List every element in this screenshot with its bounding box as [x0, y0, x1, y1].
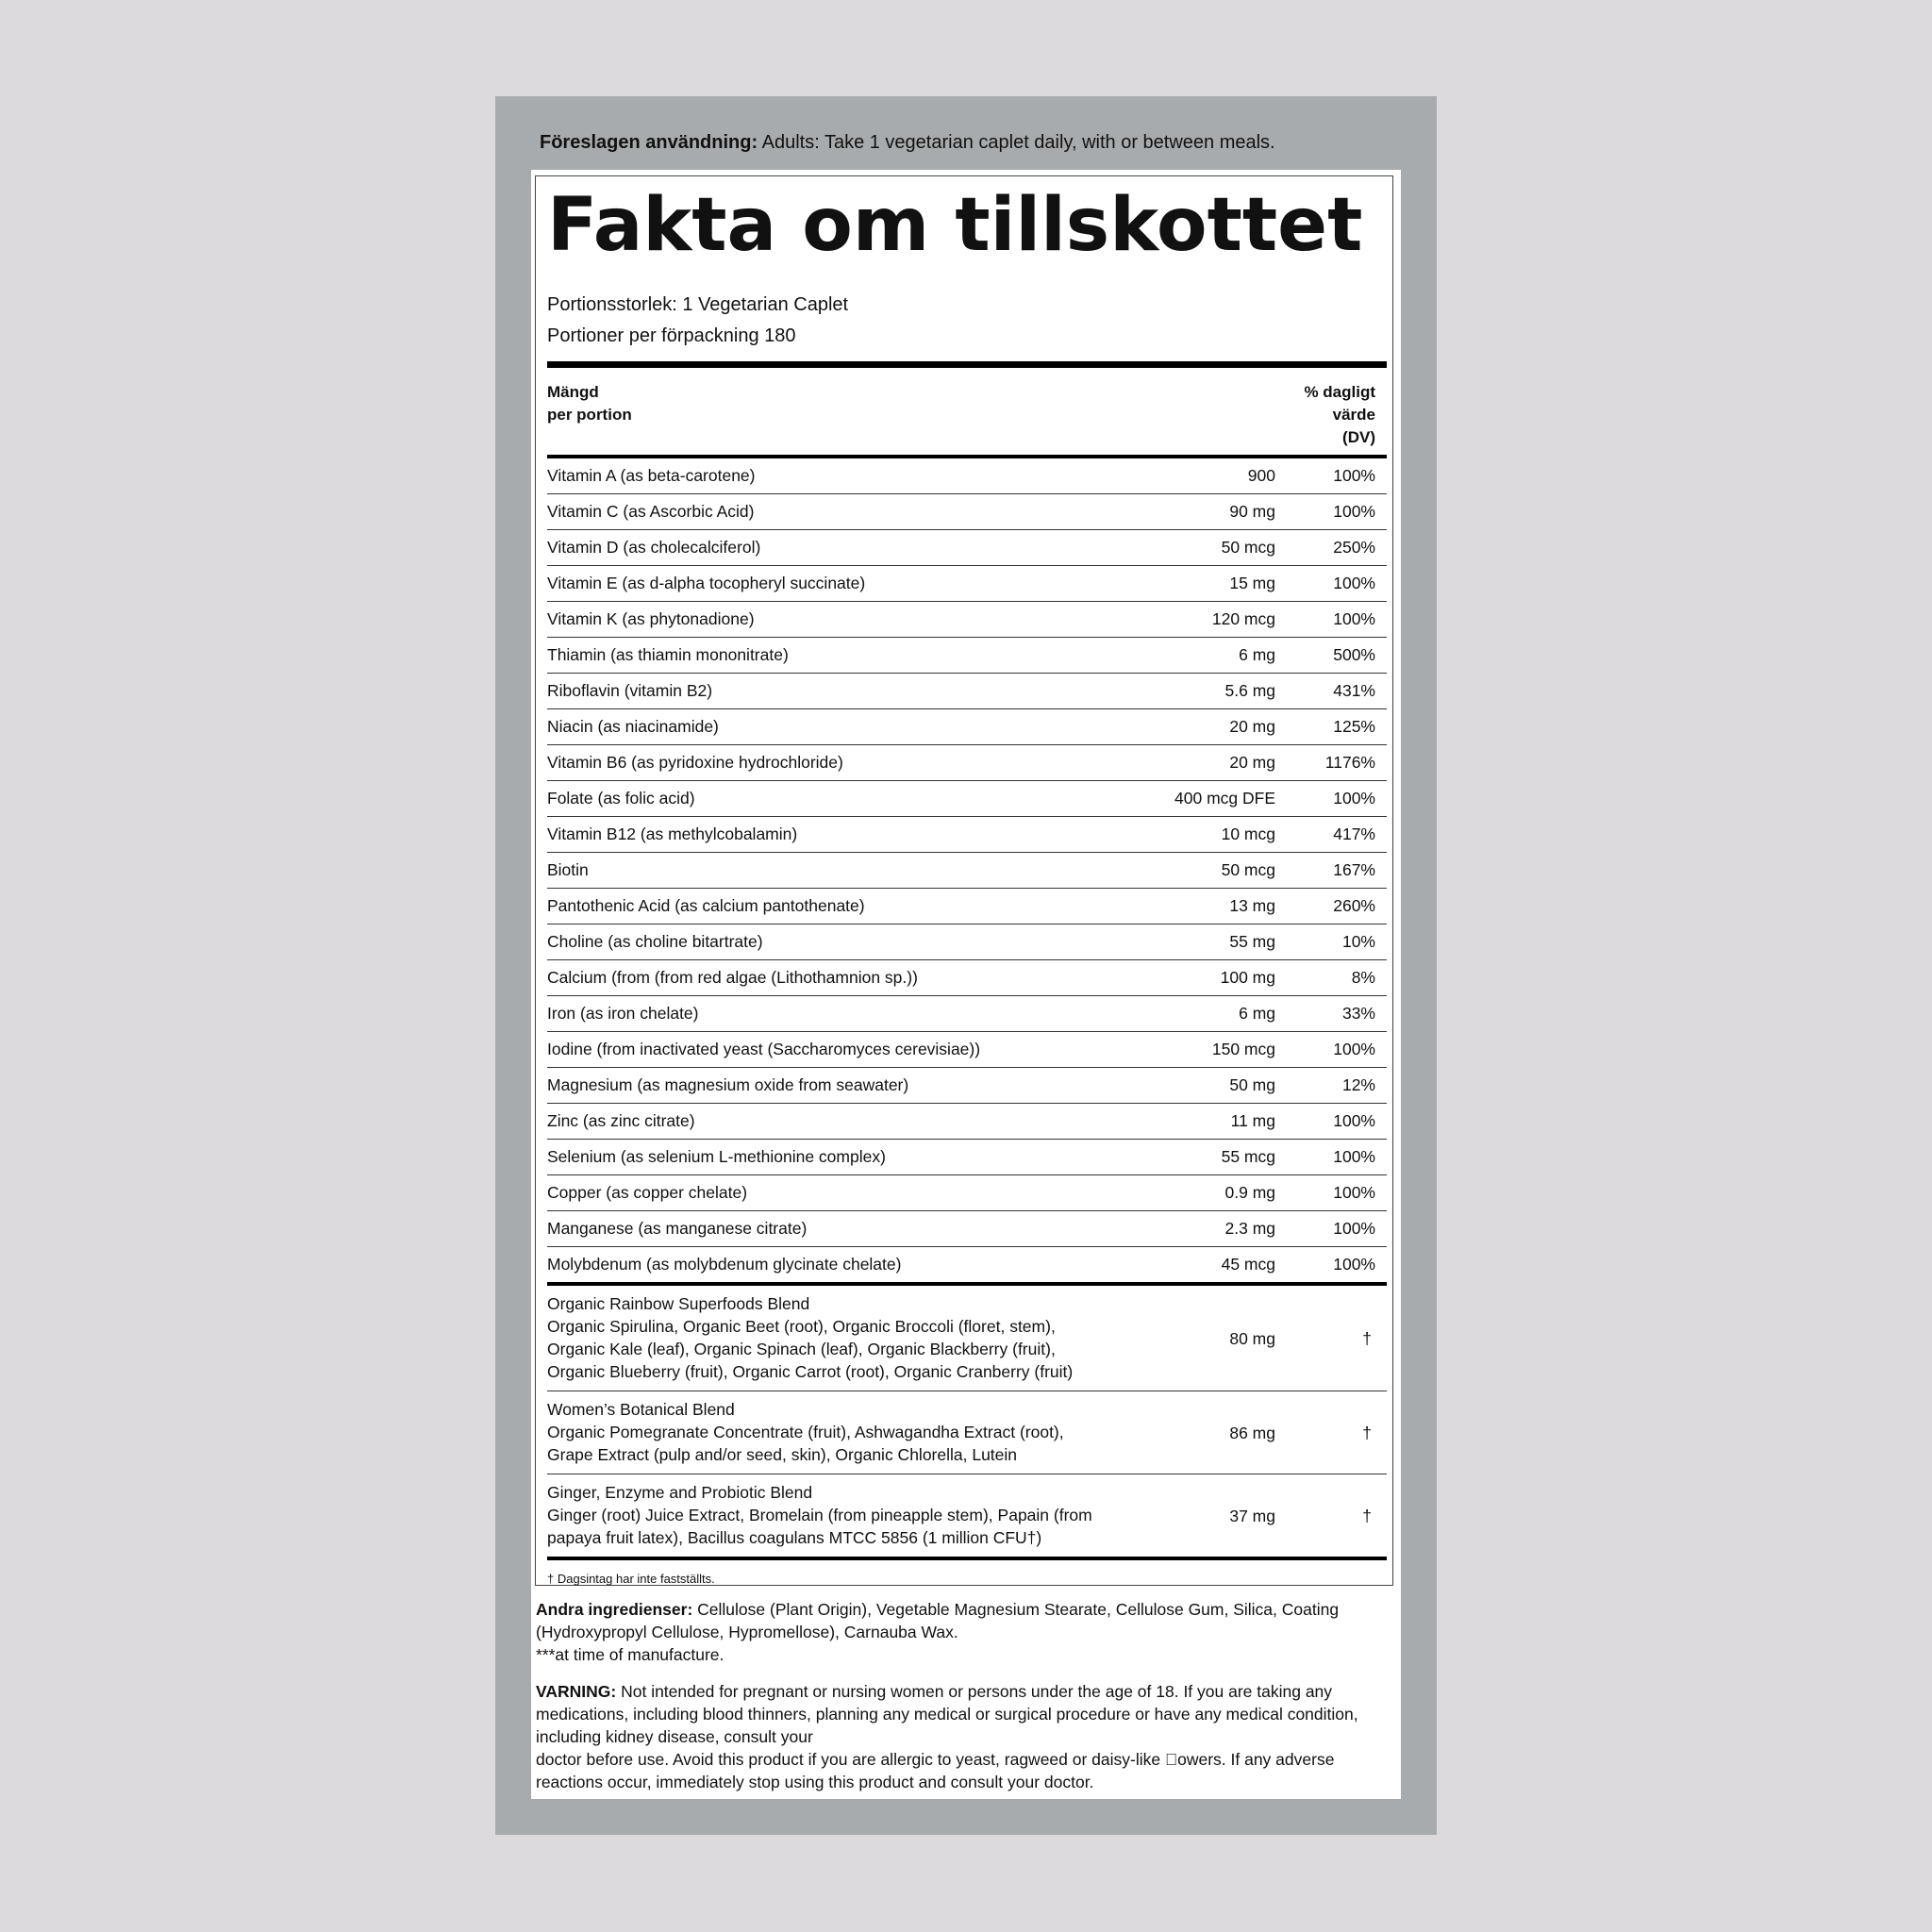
- other-ingredients-text: Cellulose (Plant Origin), Vegetable Magnesium Stearate, Cellulose Gum, Silica, Coating (Hydroxypropyl Cellulose, Hypromellose), Carnauba Wax.: [536, 1600, 1340, 1641]
- divider-thick: [547, 361, 1387, 368]
- facts-title: Fakta om tillskottet: [547, 183, 1363, 268]
- table-row: [547, 638, 1387, 674]
- blend-description: Organic Spirulina, Organic Beet (root), Organic Broccoli (floret, stem), Organic Kale (leaf), Organic Spinach (leaf), Organic Blackberry (fruit), Organic Blueberry (fruit), Organic Carrot (root), Organic Cranberry (fruit): [547, 1317, 1074, 1381]
- nutrient-dv: 100%: [1333, 1219, 1375, 1238]
- nutrient-name: Manganese (as manganese citrate): [547, 1219, 808, 1238]
- blend-amount: 86 mg: [1229, 1423, 1275, 1442]
- blend-row: [547, 1391, 1387, 1474]
- nutrient-dv: 12%: [1341, 1075, 1375, 1094]
- nutrient-amount: 13 mg: [1229, 896, 1275, 915]
- table-row: [547, 960, 1387, 996]
- table-row: [547, 817, 1387, 853]
- table-row: [547, 1247, 1387, 1282]
- nutrient-dv: 10%: [1341, 932, 1375, 951]
- nutrient-name: Riboflavin (vitamin B2): [547, 681, 713, 700]
- suggested-use-label: Föreslagen användning:: [540, 132, 758, 153]
- nutrient-dv: 100%: [1333, 609, 1375, 628]
- table-row: [547, 924, 1387, 960]
- nutrient-name: Biotin: [547, 860, 589, 879]
- nutrient-name: Folate (as folic acid): [547, 789, 695, 808]
- nutrient-name: Zinc (as zinc citrate): [547, 1111, 695, 1130]
- warning-text-2: doctor before use. Avoid this product if you are allergic to yeast, ragweed or daisy-like  owers. If any adverse reactions occur, immediately stop using this product and consult your doctor.: [536, 1750, 1335, 1791]
- blend-dv: †: [1362, 1506, 1372, 1525]
- nutrient-dv: 100%: [1333, 1111, 1375, 1130]
- table-row: [547, 530, 1387, 566]
- table-row: [547, 745, 1387, 781]
- footnote: † Dagsintag har inte fastställts.: [547, 1572, 715, 1586]
- nutrient-dv: 100%: [1333, 789, 1375, 808]
- table-row: [547, 1140, 1387, 1175]
- nutrient-name: Vitamin A (as beta-carotene): [547, 466, 756, 485]
- nutrient-dv: 100%: [1333, 574, 1375, 592]
- nutrient-name: Calcium (from (from red algae (Lithothamnion sp.)): [547, 968, 918, 987]
- nutrient-amount: 20 mg: [1229, 717, 1275, 736]
- blend-dv: †: [1362, 1423, 1372, 1442]
- divider-bottom: [547, 1557, 1387, 1560]
- table-row: [547, 853, 1387, 889]
- nutrient-name: Niacin (as niacinamide): [547, 717, 719, 736]
- nutrient-amount: 900: [1247, 466, 1275, 485]
- nutrient-amount: 50 mcg: [1221, 538, 1275, 557]
- nutrient-name: Pantothenic Acid (as calcium pantothenate): [547, 896, 865, 915]
- nutrient-dv: 417%: [1333, 824, 1375, 843]
- nutrient-amount: 6 mg: [1239, 1004, 1275, 1023]
- nutrient-dv: 33%: [1341, 1004, 1375, 1023]
- suggested-use: [540, 130, 1407, 155]
- nutrient-dv: 100%: [1333, 1040, 1375, 1058]
- label-panel: [495, 96, 1437, 1835]
- table-row: [547, 1104, 1387, 1140]
- nutrient-name: Thiamin (as thiamin mononitrate): [547, 645, 789, 664]
- blend-name: Ginger, Enzyme and Probiotic Blend: [547, 1483, 813, 1502]
- label-white-area: [531, 170, 1401, 1799]
- nutrient-dv: 167%: [1333, 860, 1375, 879]
- warning-text-1: Not intended for pregnant or nursing women or persons under the age of 18. If you are taking any medications, including blood thinners, planning any medical or surgical procedure or have any medical condition, including kidney disease, consult your: [536, 1682, 1358, 1746]
- nutrient-dv: 1176%: [1324, 753, 1375, 772]
- blend-amount: 80 mg: [1229, 1328, 1275, 1348]
- nutrient-dv: 100%: [1333, 1255, 1375, 1274]
- header-dv-1: % dagligt: [1304, 383, 1375, 401]
- nutrient-amount: 20 mg: [1229, 753, 1275, 772]
- nutrient-name: Vitamin K (as phytonadione): [547, 609, 755, 628]
- table-row: [547, 1211, 1387, 1247]
- blend-row: [547, 1474, 1387, 1557]
- nutrient-amount: 6 mg: [1239, 645, 1275, 664]
- table-row: [547, 494, 1387, 530]
- header-dv-2: värde: [1332, 406, 1375, 424]
- nutrient-dv: 100%: [1333, 466, 1375, 485]
- nutrient-dv: 500%: [1333, 645, 1375, 664]
- table-row: [547, 458, 1387, 494]
- blend-amount: 37 mg: [1229, 1506, 1275, 1525]
- table-row: [547, 709, 1387, 745]
- nutrient-name: Magnesium (as magnesium oxide from seawater): [547, 1075, 909, 1094]
- nutrient-amount: 45 mcg: [1221, 1255, 1275, 1274]
- supplement-facts-box: [535, 175, 1393, 1586]
- nutrient-rows: [547, 458, 1387, 1282]
- nutrient-name: Iodine (from inactivated yeast (Saccharomyces cerevisiae)): [547, 1040, 981, 1058]
- blend-rows: [547, 1286, 1387, 1557]
- blend-description: Organic Pomegranate Concentrate (fruit), Ashwagandha Extract (root), Grape Extract (pulp and/or seed, skin), Organic Chlorella, Lutein: [547, 1423, 1064, 1464]
- nutrient-name: Selenium (as selenium L-methionine complex): [547, 1147, 886, 1166]
- nutrient-name: Vitamin E (as d-alpha tocopheryl succinate): [547, 574, 866, 592]
- nutrient-name: Iron (as iron chelate): [547, 1004, 699, 1023]
- table-row: [547, 1068, 1387, 1104]
- nutrient-name: Vitamin C (as Ascorbic Acid): [547, 502, 755, 521]
- nutrient-amount: 0.9 mg: [1224, 1183, 1275, 1202]
- nutrient-dv: 8%: [1351, 968, 1375, 987]
- nutrient-amount: 90 mg: [1229, 502, 1275, 521]
- nutrient-dv: 260%: [1333, 896, 1375, 915]
- table-row: [547, 602, 1387, 638]
- nutrient-amount: 55 mcg: [1221, 1147, 1275, 1166]
- table-row: [547, 1175, 1387, 1211]
- table-row: [547, 781, 1387, 817]
- nutrient-name: Choline (as choline bitartrate): [547, 932, 763, 951]
- other-ingredients-label: Andra ingredienser:: [536, 1600, 693, 1619]
- serving-size: Portionsstorlek: 1 Vegetarian Caplet: [547, 294, 849, 315]
- nutrient-amount: 400 mcg DFE: [1174, 789, 1275, 808]
- warning-label: VARNING:: [536, 1682, 617, 1701]
- table-row: [547, 1032, 1387, 1068]
- nutrient-amount: 100 mg: [1220, 968, 1275, 987]
- nutrient-amount: 120 mcg: [1211, 609, 1275, 628]
- nutrient-amount: 2.3 mg: [1224, 1219, 1275, 1238]
- nutrient-amount: 15 mg: [1229, 574, 1275, 592]
- nutrient-name: Molybdenum (as molybdenum glycinate chelate): [547, 1255, 902, 1274]
- header-amount: Mängd: [547, 383, 599, 401]
- manufacture-note: ***at time of manufacture.: [536, 1645, 724, 1664]
- nutrient-amount: 50 mcg: [1221, 860, 1275, 879]
- nutrient-dv: 431%: [1333, 681, 1375, 700]
- nutrient-dv: 100%: [1333, 1147, 1375, 1166]
- header-dv-3: (DV): [1342, 428, 1375, 446]
- table-row: [547, 566, 1387, 602]
- table-row: [547, 674, 1387, 709]
- nutrient-amount: 11 mg: [1230, 1111, 1275, 1130]
- nutrient-amount: 50 mg: [1229, 1075, 1275, 1094]
- header-per-serving: per portion: [547, 406, 632, 424]
- nutrient-dv: 100%: [1333, 1183, 1375, 1202]
- nutrient-dv: 250%: [1333, 538, 1375, 557]
- blend-name: Women’s Botanical Blend: [547, 1400, 735, 1419]
- blend-dv: †: [1362, 1328, 1372, 1348]
- nutrient-name: Vitamin D (as cholecalciferol): [547, 538, 761, 557]
- table-row: [547, 996, 1387, 1032]
- table-header: [547, 368, 1387, 455]
- table-row: [547, 889, 1387, 924]
- nutrient-amount: 55 mg: [1229, 932, 1275, 951]
- nutrient-amount: 150 mcg: [1211, 1040, 1275, 1058]
- nutrient-dv: 125%: [1333, 717, 1375, 736]
- servings-per-container: Portioner per förpackning 180: [547, 325, 796, 346]
- other-ingredients: [536, 1598, 1390, 1666]
- nutrient-name: Vitamin B6 (as pyridoxine hydrochloride): [547, 753, 843, 772]
- nutrient-dv: 100%: [1333, 502, 1375, 521]
- blend-row: [547, 1286, 1387, 1391]
- suggested-use-text: Adults: Take 1 vegetarian caplet daily, with or between meals.: [758, 132, 1275, 153]
- nutrient-name: Vitamin B12 (as methylcobalamin): [547, 824, 798, 843]
- nutrient-amount: 5.6 mg: [1224, 681, 1275, 700]
- blend-description: Ginger (root) Juice Extract, Bromelain (from pineapple stem), Papain (from papaya fruit latex), Bacillus coagulans MTCC 5856 (1 million CFU†): [547, 1506, 1092, 1547]
- nutrient-name: Copper (as copper chelate): [547, 1183, 748, 1202]
- nutrient-amount: 10 mcg: [1221, 824, 1275, 843]
- blend-name: Organic Rainbow Superfoods Blend: [547, 1294, 810, 1313]
- warning: [536, 1680, 1390, 1793]
